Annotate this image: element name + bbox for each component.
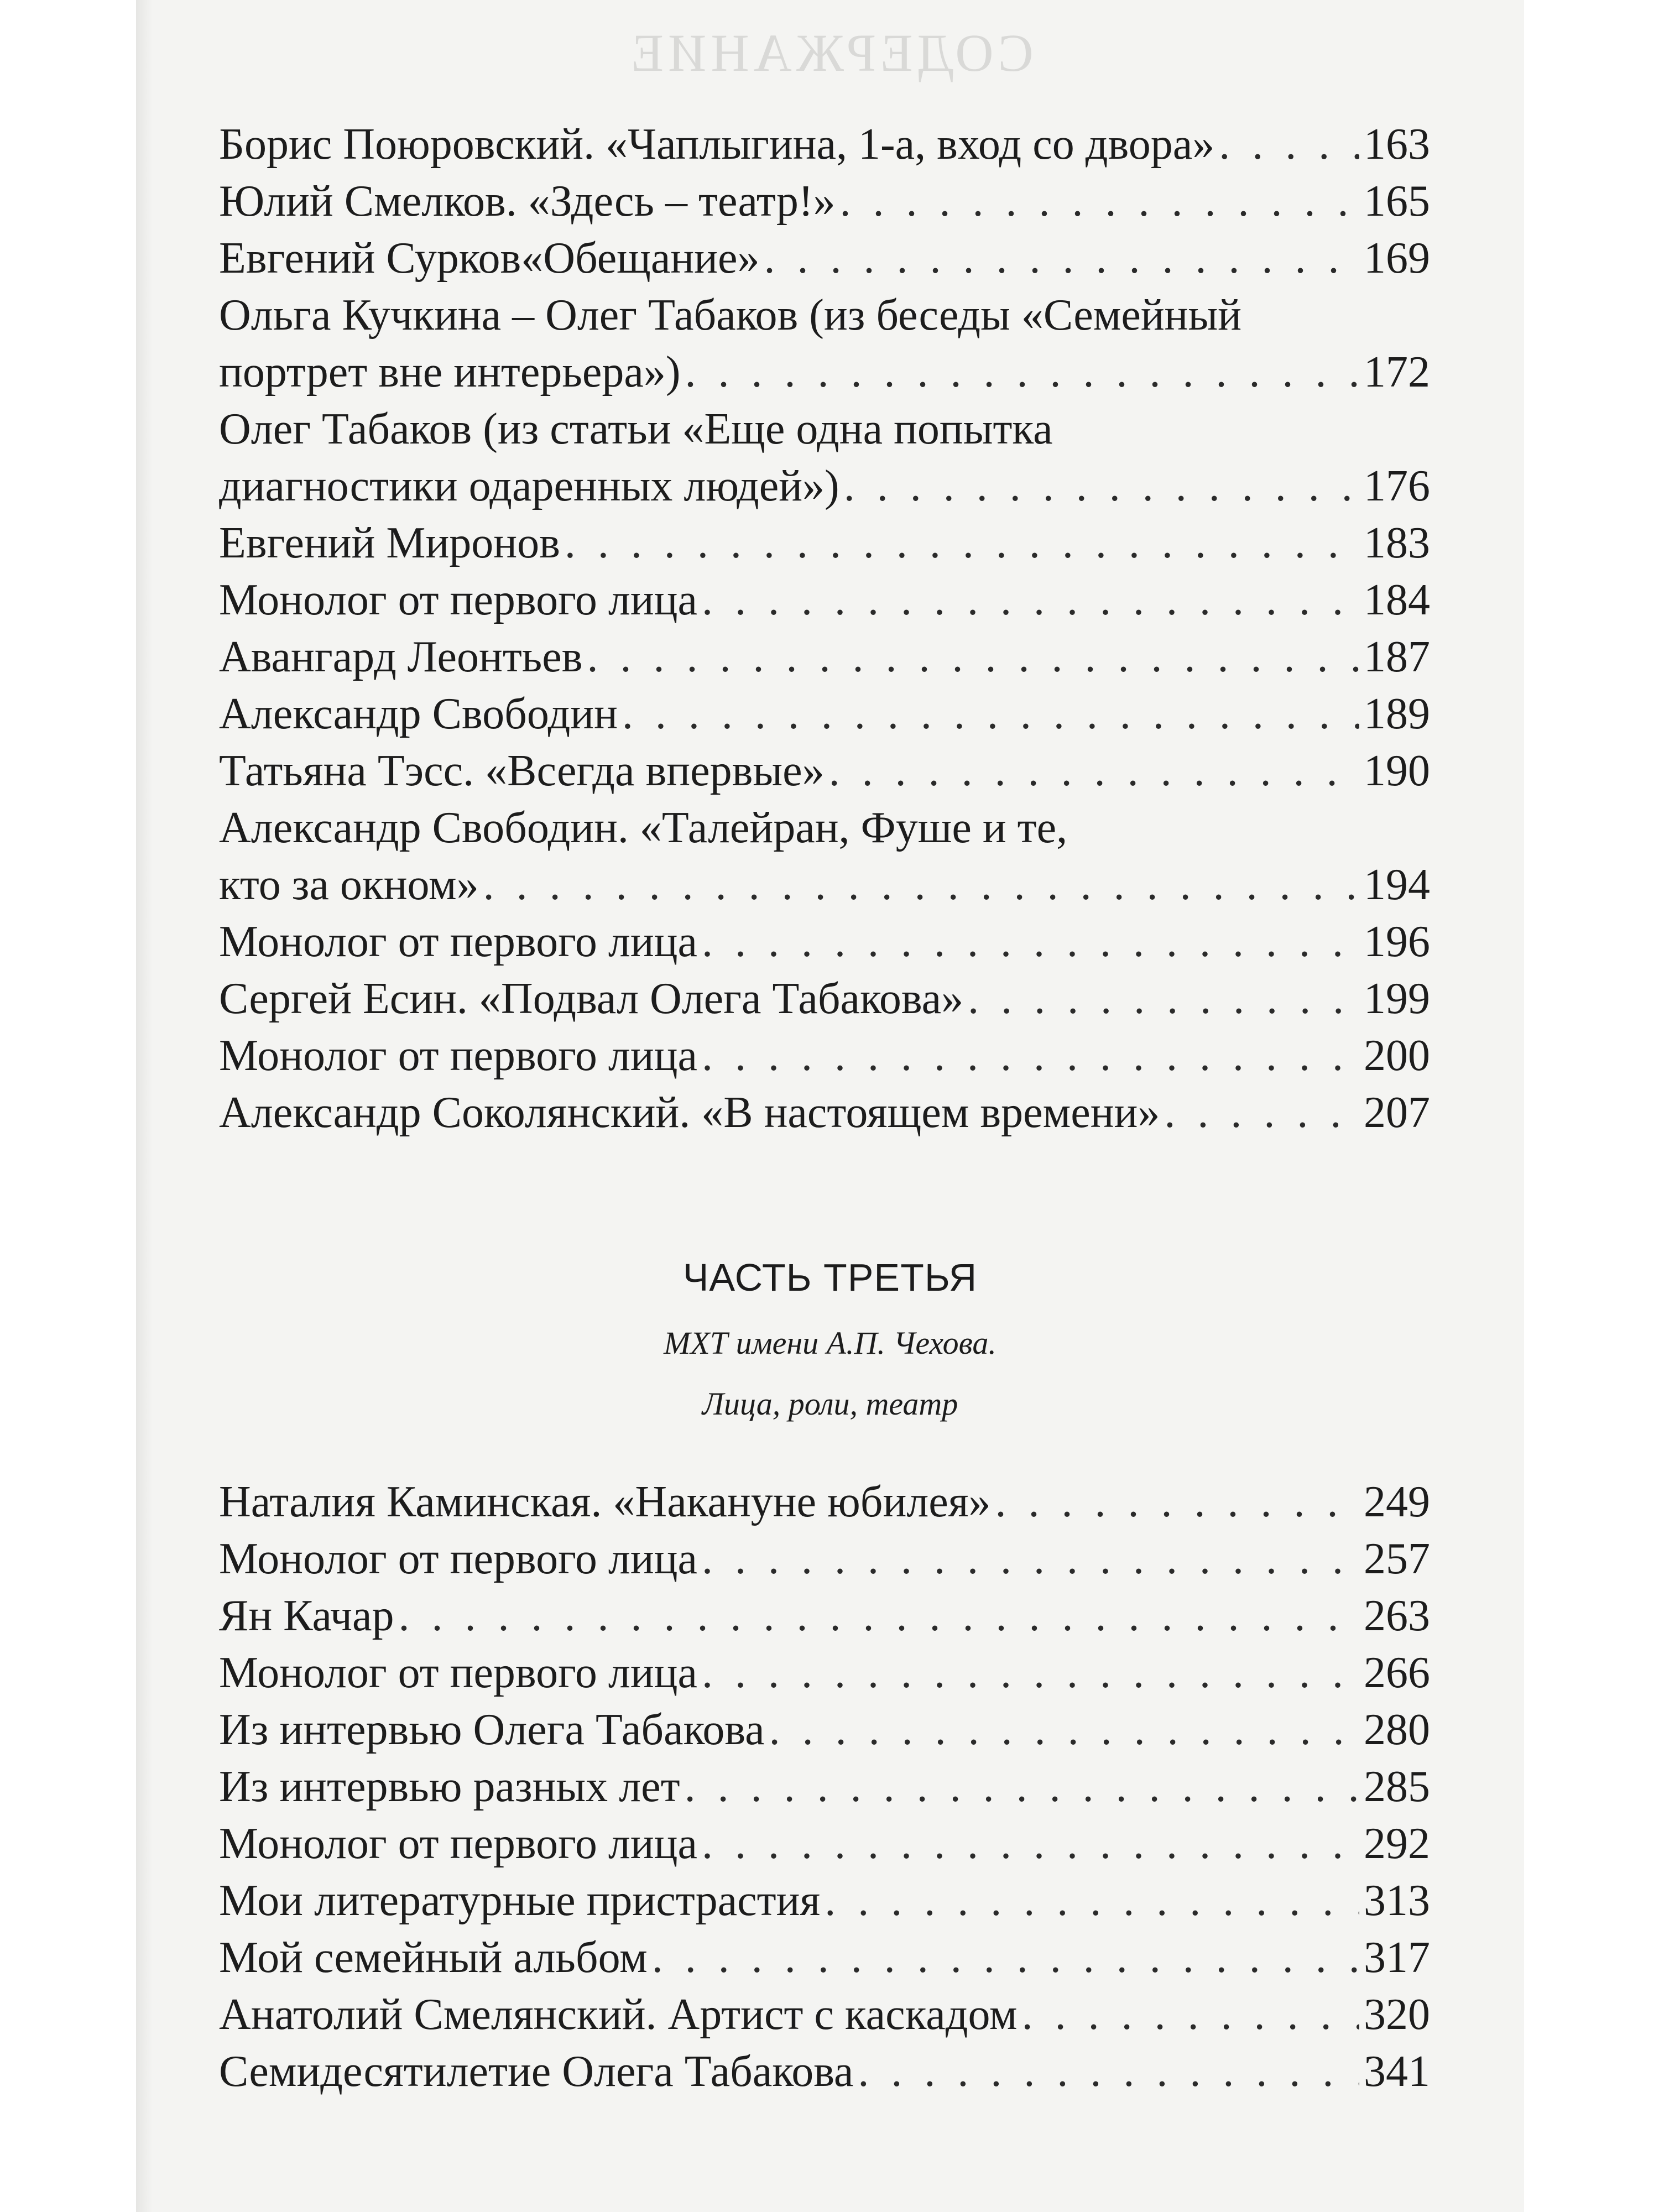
toc-page-number: 313 [1364, 1876, 1430, 1925]
toc-entry [219, 1986, 1430, 2043]
toc-entry [219, 914, 1430, 971]
toc-entry-title: Монолог от первого лица [219, 1535, 697, 1583]
toc-entry [219, 401, 1430, 515]
toc-entry [219, 287, 1430, 401]
toc-entry-title: Татьяна Тэсс. «Всегда впервые» [219, 747, 825, 795]
toc-page-number: 341 [1364, 2047, 1430, 2096]
toc-entry-title: Монолог от первого лица [219, 917, 697, 966]
toc-entry-title: Монолог от первого лица [219, 576, 697, 624]
toc-entry-title: Мой семейный альбом [219, 1933, 648, 1982]
toc-entry-line [219, 344, 1430, 401]
toc-entry-line [219, 1084, 1430, 1141]
toc-page-number: 194 [1364, 860, 1430, 909]
toc-entry-line [219, 1759, 1430, 1815]
toc-entry-title: портрет вне интерьера») [219, 348, 681, 397]
toc-entry-line [219, 572, 1430, 629]
toc-entry [219, 230, 1430, 287]
toc-page-number: 190 [1364, 747, 1430, 795]
toc-entry [219, 173, 1430, 230]
toc-entry-title: Семидесятилетие Олега Табакова [219, 2047, 854, 2096]
show-through-heading: СОДЕРЖАНИЕ [627, 23, 1034, 82]
toc-entry-line [219, 1474, 1430, 1531]
toc-page-number: 184 [1364, 576, 1430, 624]
dot-leader [995, 1474, 1359, 1531]
toc-entry-title: Евгений Сурков«Обещание» [219, 234, 760, 283]
toc-entry-line [219, 971, 1430, 1027]
part-title: ЧАСТЬ ТРЕТЬЯ [682, 1256, 978, 1299]
toc-page-number: 249 [1364, 1478, 1430, 1526]
dot-leader [844, 458, 1359, 515]
toc-entry-line [219, 2043, 1430, 2100]
toc-entry [219, 629, 1430, 686]
dot-leader [565, 515, 1359, 572]
toc-page-number: 207 [1364, 1088, 1430, 1137]
dot-leader [702, 1645, 1359, 1702]
dot-leader [622, 686, 1359, 743]
toc-entry [219, 971, 1430, 1027]
toc-page-number: 163 [1364, 120, 1430, 169]
dot-leader [702, 1815, 1359, 1872]
dot-leader [483, 857, 1359, 914]
toc-page-number: 285 [1364, 1762, 1430, 1811]
toc-entry [219, 1929, 1430, 1986]
toc-entry-line [219, 515, 1430, 572]
toc-entry-title: Сергей Есин. «Подвал Олега Табакова» [219, 974, 964, 1023]
toc-page-number: 176 [1364, 462, 1430, 510]
toc-entry-title: диагностики одаренных людей») [219, 462, 839, 510]
toc-entry [219, 1027, 1430, 1084]
toc-page-number: 320 [1364, 1990, 1430, 2039]
toc-entry-title: Ян Качар [219, 1592, 394, 1640]
dot-leader [685, 344, 1360, 401]
toc-entry-line [219, 1702, 1430, 1759]
toc-page-number: 199 [1364, 974, 1430, 1023]
toc-entry-line [219, 230, 1430, 287]
toc-entry-title: Из интервью Олега Табакова [219, 1705, 765, 1754]
dot-leader [839, 173, 1359, 230]
toc-entry-title: Александр Свободин [219, 690, 618, 738]
toc-entry-title: Наталия Каминская. «Накануне юбилея» [219, 1478, 991, 1526]
dot-leader [769, 1702, 1359, 1759]
toc-page-number: 187 [1364, 633, 1430, 681]
dot-leader [702, 572, 1359, 629]
toc-entry-title: Юлий Смелков. «Здесь – театр!» [219, 177, 836, 226]
toc-page-number: 196 [1364, 917, 1430, 966]
toc-page-number: 172 [1364, 348, 1430, 397]
toc-entry-line [219, 914, 1430, 971]
page-edge-shadow [136, 0, 153, 2212]
dot-leader [652, 1929, 1359, 1986]
toc-entry-title: кто за окном» [219, 860, 479, 909]
toc-entry-title: Александр Соколянский. «В настоящем времени» [219, 1088, 1160, 1137]
toc-entry-line [219, 458, 1430, 515]
dot-leader [858, 2043, 1359, 2100]
toc-entry-title: Мои литературные пристрастия [219, 1876, 821, 1925]
toc-entry [219, 1872, 1430, 1929]
toc-entry-line: Ольга Кучкина – Олег Табаков (из беседы «Семейный [219, 291, 1242, 340]
toc-entry [219, 116, 1430, 173]
toc-entry-line [219, 1929, 1430, 1986]
toc-page-number: 189 [1364, 690, 1430, 738]
toc-page-number: 169 [1364, 234, 1430, 283]
toc-entry [219, 1702, 1430, 1759]
dot-leader [764, 230, 1359, 287]
dot-leader [587, 629, 1359, 686]
dot-leader [399, 1588, 1359, 1645]
toc-entry-line [219, 1645, 1430, 1702]
toc-entry-title: Евгений Миронов [219, 519, 560, 567]
toc-entry [219, 743, 1430, 800]
toc-entry [219, 1474, 1430, 1531]
book-page [136, 0, 1524, 2212]
toc-entry-title: Монолог от первого лица [219, 1031, 697, 1080]
toc-page-number: 292 [1364, 1819, 1430, 1868]
toc-entry-title: Из интервью разных лет [219, 1762, 680, 1811]
dot-leader [1219, 116, 1359, 173]
dot-leader [968, 971, 1359, 1027]
toc-entry-title: Монолог от первого лица [219, 1819, 697, 1868]
toc-entry-line [219, 857, 1430, 914]
part-subtitle-faces: Лица, роли, театр [702, 1386, 958, 1422]
dot-leader [702, 1531, 1359, 1588]
toc-entry [219, 1084, 1430, 1141]
toc-entry-line [219, 173, 1430, 230]
toc-entry [219, 572, 1430, 629]
toc-entry-line [219, 116, 1430, 173]
toc-page-number: 200 [1364, 1031, 1430, 1080]
toc-entry [219, 800, 1430, 914]
dot-leader [829, 743, 1359, 800]
part-subtitle-theatre: МХТ имени А.П. Чехова. [664, 1325, 997, 1361]
toc-entry-line [219, 1531, 1430, 1588]
toc-entry-line [219, 629, 1430, 686]
dot-leader [1022, 1986, 1359, 2043]
toc-entry [219, 1759, 1430, 1815]
toc-entry-title: Анатолий Смелянский. Артист с каскадом [219, 1990, 1018, 2039]
toc-entry-title: Борис Поюровский. «Чаплыгина, 1-а, вход со двора» [219, 120, 1215, 169]
dot-leader [685, 1759, 1359, 1815]
toc-entry-line: Олег Табаков (из статьи «Еще одна попытка [219, 405, 1053, 453]
toc-entry [219, 1815, 1430, 1872]
toc-entry-line: Александр Свободин. «Талейран, Фуше и те, [219, 804, 1068, 852]
toc-entry [219, 686, 1430, 743]
toc-page-number: 183 [1364, 519, 1430, 567]
dot-leader [1164, 1084, 1359, 1141]
toc-entry-line [219, 743, 1430, 800]
toc-entry [219, 1531, 1430, 1588]
toc-entry [219, 1645, 1430, 1702]
toc-page-number: 165 [1364, 177, 1430, 226]
toc-entry-title: Монолог от первого лица [219, 1648, 697, 1697]
toc-entry [219, 1588, 1430, 1645]
toc-entry-line [219, 1815, 1430, 1872]
toc-entry-line [219, 1588, 1430, 1645]
toc-list-bottom [219, 1474, 1430, 2100]
toc-entry-title: Авангард Леонтьев [219, 633, 583, 681]
toc-entry-line [219, 1986, 1430, 2043]
dot-leader [825, 1872, 1359, 1929]
toc-entry-line [219, 1027, 1430, 1084]
toc-entry [219, 515, 1430, 572]
toc-entry-line [219, 1872, 1430, 1929]
toc-page-number: 266 [1364, 1648, 1430, 1697]
toc-page-number: 317 [1364, 1933, 1430, 1982]
dot-leader [702, 1027, 1359, 1084]
toc-entry [219, 2043, 1430, 2100]
dot-leader [702, 914, 1359, 971]
toc-page-number: 263 [1364, 1592, 1430, 1640]
toc-entry-line [219, 686, 1430, 743]
toc-list-top [219, 116, 1430, 1141]
toc-page-number: 280 [1364, 1705, 1430, 1754]
toc-page-number: 257 [1364, 1535, 1430, 1583]
